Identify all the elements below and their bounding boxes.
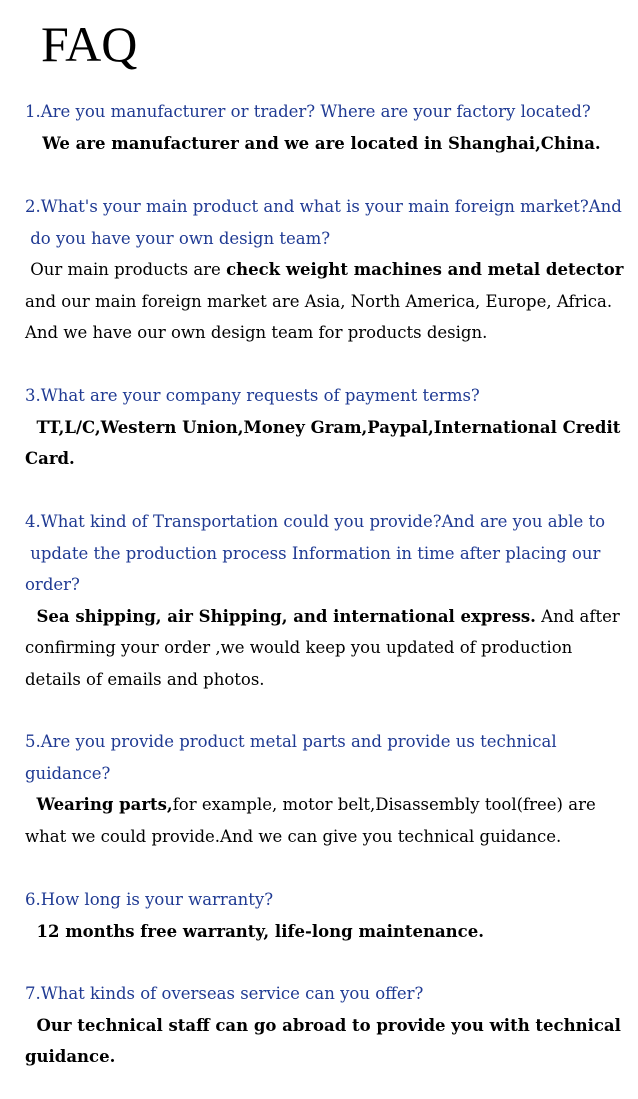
faq-item: [25, 191, 635, 349]
faq-item: [25, 884, 635, 947]
faq-item: [25, 978, 635, 1073]
answer-text: details of emails and photos.: [25, 669, 265, 689]
answer-line: [25, 601, 635, 633]
faq-answer: [25, 128, 635, 160]
question-line: order?: [25, 575, 80, 594]
answer-text: for example, motor belt,Disassembly tool(free) are: [172, 795, 596, 814]
question-line: 2.What's your main product and what is your main foreign market?And: [25, 197, 622, 216]
answer-line: [25, 821, 635, 853]
faq-question: [25, 884, 635, 916]
answer-line: [25, 443, 635, 475]
faq-question: [25, 506, 635, 601]
faq-question: [25, 96, 635, 128]
answer-text-bold: Wearing parts,: [25, 795, 173, 814]
answer-text-bold: Sea shipping, air Shipping, and international express.: [25, 606, 536, 626]
question-line: 7.What kinds of overseas service can you offer?: [25, 984, 424, 1003]
answer-text-bold: Card.: [25, 449, 75, 468]
faq-answer: [25, 254, 635, 349]
faq-question: [25, 380, 635, 412]
question-line: 4.What kind of Transportation could you provide?And are you able to: [25, 512, 606, 531]
answer-text: and our main foreign market are Asia, North America, Europe, Africa.: [25, 291, 613, 311]
faq-question: [25, 978, 635, 1010]
question-line: 6.How long is your warranty?: [25, 890, 274, 909]
answer-text: And we have our own design team for products design.: [25, 323, 488, 342]
answer-text-bold: TT,L/C,Western Union,Money Gram,Paypal,International Credit: [25, 417, 621, 437]
question-line: 1.Are you manufacturer or trader? Where are your factory located?: [25, 102, 591, 121]
answer-text-bold: Our technical staff can go abroad to provide you with technical: [25, 1015, 621, 1035]
question-line: guidance?: [25, 763, 111, 783]
answer-line: [25, 1010, 635, 1042]
answer-text: Our main products are: [25, 260, 227, 279]
faq-item: [25, 506, 635, 695]
faq-question: [25, 726, 635, 789]
answer-text-bold: guidance.: [25, 1047, 116, 1066]
answer-line: [25, 632, 635, 664]
answer-line: [25, 916, 635, 948]
answer-line: [25, 254, 635, 286]
faq-answer: [25, 916, 635, 948]
answer-text-bold: check weight machines and metal detector: [226, 260, 624, 279]
answer-line: [25, 128, 635, 160]
faq-item: [25, 380, 635, 475]
answer-text-bold: 12 months free warranty, life-long maintenance.: [25, 921, 484, 941]
question-line: do you have your own design team?: [25, 228, 331, 248]
question-line: 3.What are your company requests of payment terms?: [25, 386, 480, 405]
page-title: FAQ: [41, 16, 138, 72]
faq-answer: [25, 412, 635, 475]
answer-line: [25, 317, 635, 349]
answer-text: And after: [535, 606, 620, 626]
question-line: 5.Are you provide product metal parts and provide us technical: [25, 732, 557, 751]
answer-text: confirming your order ,we would keep you updated of production: [25, 638, 573, 657]
answer-line: [25, 1041, 635, 1073]
faq-answer: [25, 1010, 635, 1073]
faq-answer: [25, 789, 635, 852]
faq-item: [25, 726, 635, 852]
answer-line: [25, 412, 635, 444]
faq-item: [25, 96, 635, 159]
answer-line: [25, 286, 635, 318]
answer-text: what we could provide.And we can give you technical guidance.: [25, 826, 562, 846]
question-line: update the production process Information in time after placing our: [25, 543, 601, 563]
faq-answer: [25, 601, 635, 696]
answer-line: [25, 789, 635, 821]
faq-question: [25, 191, 635, 254]
answer-line: [25, 664, 635, 696]
answer-text-bold: We are manufacturer and we are located in Shanghai,China.: [25, 133, 601, 153]
